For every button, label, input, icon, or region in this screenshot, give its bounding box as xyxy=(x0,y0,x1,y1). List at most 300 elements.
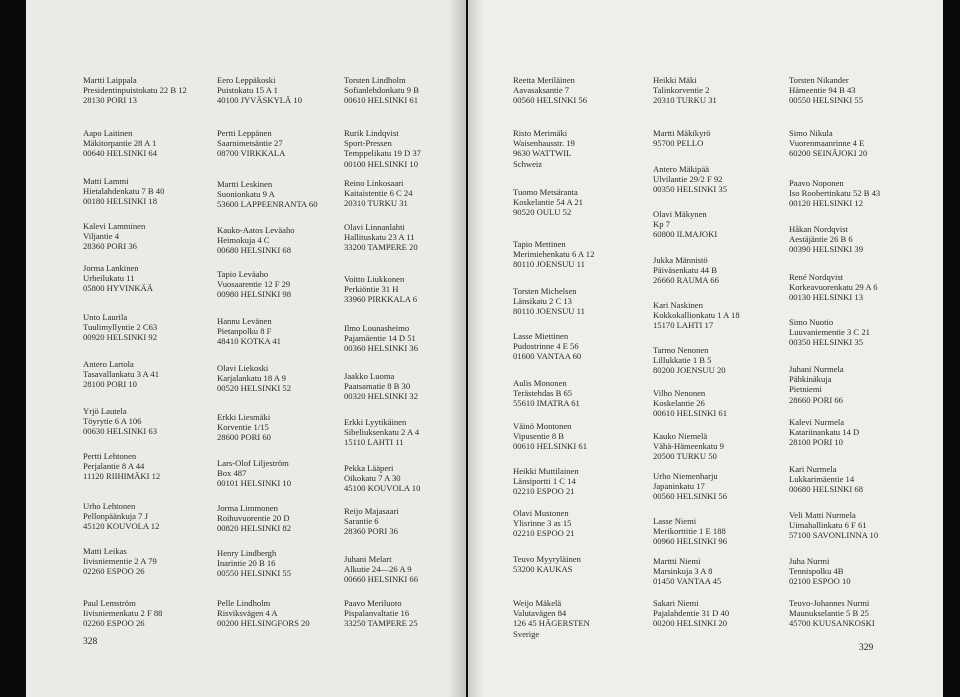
entry-name: Risto Merimäki xyxy=(513,128,568,138)
entry-name: Heikki Mäki xyxy=(653,75,697,85)
directory-entry xyxy=(513,554,653,574)
entry-name: Weijo Mäkelä xyxy=(513,598,562,608)
entry-address-line: Vipusentie 8 B xyxy=(513,431,565,442)
entry-name: Heikki Muttilainen xyxy=(513,466,579,476)
entry-address-line: 40100 JYVÄSKYLÄ 10 xyxy=(217,95,302,106)
directory-entry xyxy=(513,331,653,362)
directory-entry xyxy=(789,464,929,495)
directory-entry xyxy=(83,75,223,106)
left-column-2 xyxy=(217,0,357,697)
entry-name: Paavo Meriluoto xyxy=(344,598,402,608)
entry-name: Olavi Linnanlahti xyxy=(344,222,405,232)
directory-entry xyxy=(344,75,466,106)
directory-entry xyxy=(217,412,357,443)
entry-address-line: 00360 HELSINKI 36 xyxy=(344,343,418,354)
entry-address-line: 28100 PORI 10 xyxy=(789,437,843,448)
entry-name: Ilmo Lounasheimo xyxy=(344,323,410,333)
entry-address-line: Japaninkatu 17 xyxy=(653,481,705,492)
entry-address-line: Valutavägen 84 xyxy=(513,608,567,619)
directory-entry xyxy=(653,128,793,148)
entry-address-line: 00320 HELSINKI 32 xyxy=(344,391,418,402)
directory-entry xyxy=(83,501,223,532)
directory-entry xyxy=(344,222,466,253)
entry-name: Tapio Mettinen xyxy=(513,239,566,249)
entry-address-line: Ulvilantie 29/2 F 92 xyxy=(653,174,723,185)
entry-address-line: 00101 HELSINKI 10 xyxy=(217,478,291,489)
entry-name: Pertti Leppänen xyxy=(217,128,272,138)
directory-entry xyxy=(344,323,466,354)
entry-address-line: Koskelantie 54 A 21 xyxy=(513,197,583,208)
entry-name: Matti Lammi xyxy=(83,176,129,186)
entry-address-line: Pähkinäkuja xyxy=(789,374,832,385)
entry-address-line: Iivisniementie 2 A 79 xyxy=(83,556,157,567)
entry-address-line: Merikorttitie 1 E 188 xyxy=(653,526,726,537)
entry-name: Rurik Lindqvist xyxy=(344,128,399,138)
entry-name: Lars-Olof Liljeström xyxy=(217,458,289,468)
directory-entry xyxy=(83,598,223,629)
entry-name: Lasse Niemi xyxy=(653,516,697,526)
entry-address-line: 00960 HELSINKI 96 xyxy=(653,536,727,547)
entry-address-line: 08700 VIRKKALA xyxy=(217,148,286,159)
entry-address-line: Inarintie 20 B 16 xyxy=(217,558,276,569)
entry-address-line: Sibeliuksenkatu 2 A 4 xyxy=(344,427,420,438)
entry-address-line: 33960 PIRKKALA 6 xyxy=(344,294,418,305)
entry-name: Urho Niemenharju xyxy=(653,471,718,481)
entry-name: Kalevi Nurmela xyxy=(789,417,845,427)
entry-address-line: Länsiportti 1 C 14 xyxy=(513,476,576,487)
entry-name: Juhani Melart xyxy=(344,554,392,564)
entry-address-line: Viljantie 4 xyxy=(83,231,119,242)
entry-name: Teuvo-Johannes Nurmi xyxy=(789,598,870,608)
entry-address-line: Länsikatu 2 C 13 xyxy=(513,296,572,307)
entry-address-line: 05800 HYVINKÄÄ xyxy=(83,283,153,294)
entry-address-line: 00200 HELSINKI 20 xyxy=(653,618,727,629)
entry-name: Pertti Lehtonen xyxy=(83,451,137,461)
entry-name: Lasse Miettinen xyxy=(513,331,569,341)
entry-address-line: 02100 ESPOO 10 xyxy=(789,576,851,587)
entry-name: Teuvo Myyryläinen xyxy=(513,554,581,564)
entry-address-line: Kaitaistentie 6 C 24 xyxy=(344,188,413,199)
entry-address-line: Pajalahdentie 31 D 40 xyxy=(653,608,730,619)
entry-address-line: 02260 ESPOO 26 xyxy=(83,618,145,629)
directory-entry xyxy=(217,503,357,534)
entry-address-line: 00660 HELSINKI 66 xyxy=(344,574,418,585)
entry-address-line: 00610 HELSINKI 61 xyxy=(513,441,587,452)
directory-entry xyxy=(513,466,653,497)
entry-name: Jorma Lankinen xyxy=(83,263,139,273)
entry-address-line: Presidentinpuistokatu 22 B 12 xyxy=(83,85,187,96)
entry-name: Eero Leppäkoski xyxy=(217,75,276,85)
directory-entry xyxy=(344,463,466,494)
entry-address-line: 9630 WATTWIL xyxy=(513,148,572,159)
entry-name: Simo Nikula xyxy=(789,128,833,138)
entry-address-line: Paatsamatie 8 B 30 xyxy=(344,381,411,392)
directory-entry xyxy=(344,178,466,209)
entry-address-line: 33200 TAMPERE 20 xyxy=(344,242,418,253)
entry-address-line: 90520 OULU 52 xyxy=(513,207,572,218)
directory-entry xyxy=(217,269,357,300)
directory-entry xyxy=(653,388,793,419)
directory-entry xyxy=(653,431,793,462)
entry-name: Martti Laippala xyxy=(83,75,137,85)
entry-name: Reetta Meriläinen xyxy=(513,75,575,85)
entry-name: Paul Lemström xyxy=(83,598,136,608)
entry-address-line: 00560 HELSINKI 56 xyxy=(513,95,587,106)
entry-address-line: Pispalanvaltatie 16 xyxy=(344,608,410,619)
directory-entry xyxy=(513,378,653,409)
directory-entry xyxy=(83,546,223,577)
entry-address-line: 57100 SAVONLINNA 10 xyxy=(789,530,879,541)
entry-name: Kari Nurmela xyxy=(789,464,837,474)
entry-address-line: 28660 PORI 66 xyxy=(789,394,843,405)
entry-address-line: Saarnimetsäntie 27 xyxy=(217,138,283,149)
right-column-2 xyxy=(653,0,793,697)
entry-address-line: Aestäjäntie 26 B 6 xyxy=(789,234,853,245)
entry-address-line: Uimahallinkatu 6 F 61 xyxy=(789,520,867,531)
entry-name: Olavi Mäkynen xyxy=(653,209,707,219)
entry-address-line: 53600 LAPPEENRANTA 60 xyxy=(217,199,318,210)
entry-address-line: 00550 HELSINKI 55 xyxy=(217,568,291,579)
directory-entry xyxy=(653,300,793,331)
entry-address-line: 00350 HELSINKI 35 xyxy=(789,337,863,348)
entry-address-line: Maunukselantie 5 B 25 xyxy=(789,608,869,619)
entry-address-line: 00980 HELSINKI 98 xyxy=(217,289,291,300)
page-number: 328 xyxy=(83,637,98,647)
entry-address-line: 00920 HELSINKI 92 xyxy=(83,332,157,343)
entry-address-line: Pellonpäänkuja 7 J xyxy=(83,511,148,522)
entry-address-line: Mäkitorpantie 28 A 1 xyxy=(83,138,157,149)
right-page xyxy=(468,0,943,697)
directory-entry xyxy=(653,516,793,547)
entry-address-line: Koskelantie 26 xyxy=(653,398,705,409)
entry-name: Kauko Niemelä xyxy=(653,431,708,441)
entry-address-line: 01450 VANTAA 45 xyxy=(653,576,722,587)
entry-address-line: 00180 HELSINKI 18 xyxy=(83,196,157,207)
entry-address-line: 126 45 HÄGERSTEN xyxy=(513,618,590,629)
directory-entry xyxy=(513,508,653,539)
entry-address-line: 00550 HELSINKI 55 xyxy=(789,95,863,106)
directory-entry xyxy=(789,556,929,587)
entry-address-line: 00560 HELSINKI 56 xyxy=(653,491,727,502)
entry-address-line: Vähä-Hämeenkatu 9 xyxy=(653,441,724,452)
entry-address-line: 33250 TAMPERE 25 xyxy=(344,618,418,629)
directory-entry xyxy=(513,239,653,270)
entry-address-line: 80110 JOENSUU 11 xyxy=(513,306,585,317)
entry-address-line: Aavasaksantie 7 xyxy=(513,85,570,96)
entry-name: Paavo Noponen xyxy=(789,178,844,188)
directory-entry xyxy=(513,598,653,639)
directory-entry xyxy=(789,178,929,209)
entry-name: Tarmo Nenonen xyxy=(653,345,709,355)
directory-entry xyxy=(653,75,793,106)
directory-entry xyxy=(83,221,223,252)
entry-address-line: Sverige xyxy=(513,628,540,639)
entry-address-line: 00120 HELSINKI 12 xyxy=(789,198,863,209)
directory-entry xyxy=(513,128,653,169)
entry-address-line: Heimokuja 4 C xyxy=(217,235,270,246)
entry-address-line: 00680 HELSINKI 68 xyxy=(789,484,863,495)
page-number: 329 xyxy=(859,643,874,653)
entry-address-line: 00640 HELSINKI 64 xyxy=(83,148,157,159)
entry-name: Tuomo Metsäranta xyxy=(513,187,578,197)
entry-name: Erkki Liesmäki xyxy=(217,412,271,422)
entry-address-line: 00100 HELSINKI 10 xyxy=(344,158,418,169)
directory-entry xyxy=(653,345,793,376)
directory-entry xyxy=(513,286,653,317)
entry-address-line: 45700 KUUSANKOSKI xyxy=(789,618,875,629)
entry-address-line: 01600 VANTAA 60 xyxy=(513,351,582,362)
directory-entry xyxy=(653,209,793,240)
entry-address-line: 11120 RIIHIMÄKI 12 xyxy=(83,471,161,482)
entry-address-line: 45120 KOUVOLA 12 xyxy=(83,521,160,532)
directory-entry xyxy=(217,128,357,159)
entry-address-line: Lukkarimäentie 14 xyxy=(789,474,855,485)
entry-name: Juhani Nurmela xyxy=(789,364,844,374)
directory-entry xyxy=(653,164,793,195)
entry-address-line: Töyrytie 6 A 106 xyxy=(83,416,142,427)
entry-address-line: Katariinankatu 14 D xyxy=(789,427,860,438)
entry-address-line: Päiväsenkatu 44 B xyxy=(653,265,717,276)
directory-entry xyxy=(344,506,466,537)
entry-name: Aulis Mononen xyxy=(513,378,567,388)
directory-entry xyxy=(83,312,223,343)
directory-entry xyxy=(344,274,466,305)
entry-address-line: 00680 HELSINKI 68 xyxy=(217,245,291,256)
entry-name: Torsten Lindholm xyxy=(344,75,406,85)
entry-name: Antero Lartola xyxy=(83,359,134,369)
entry-name: Olavi Liekoski xyxy=(217,363,269,373)
entry-address-line: 20310 TURKU 31 xyxy=(653,95,717,106)
entry-name: Juha Nurmi xyxy=(789,556,830,566)
entry-name: Henry Lindbergh xyxy=(217,548,277,558)
entry-address-line: Suonionkatu 9 A xyxy=(217,189,275,200)
directory-entry xyxy=(83,128,223,159)
directory-entry xyxy=(789,317,929,348)
directory-entry xyxy=(789,272,929,303)
entry-address-line: 02210 ESPOO 21 xyxy=(513,486,575,497)
directory-entry xyxy=(83,406,223,437)
entry-address-line: Kokkokallionkatu 1 A 18 xyxy=(653,310,740,321)
entry-address-line: 48410 KOTKA 41 xyxy=(217,336,281,347)
entry-name: Torsten Nikander xyxy=(789,75,849,85)
entry-address-line: 28130 PORI 13 xyxy=(83,95,137,106)
entry-name: Torsten Michelsen xyxy=(513,286,577,296)
entry-name: Pekka Lääperi xyxy=(344,463,394,473)
entry-name: Sakari Niemi xyxy=(653,598,699,608)
entry-address-line: 28600 PORI 60 xyxy=(217,432,271,443)
directory-entry xyxy=(789,598,929,629)
entry-address-line: Kp 7 xyxy=(653,219,670,230)
entry-address-line: 00390 HELSINKI 39 xyxy=(789,244,863,255)
entry-address-line: Sport-Pressen xyxy=(344,138,392,149)
entry-address-line: 55610 IMATRA 61 xyxy=(513,398,580,409)
directory-entry xyxy=(217,598,357,629)
entry-address-line: 53200 KAUKAS xyxy=(513,564,573,575)
entry-name: Veli Matti Nurmela xyxy=(789,510,856,520)
entry-address-line: Talinkorventie 2 xyxy=(653,85,710,96)
entry-address-line: 60800 ILMAJOKI xyxy=(653,229,718,240)
entry-address-line: Iso Roobertinkatu 52 B 43 xyxy=(789,188,881,199)
entry-address-line: 20500 TURKU 50 xyxy=(653,451,717,462)
entry-address-line: 20310 TURKU 31 xyxy=(344,198,408,209)
directory-entry xyxy=(344,371,466,402)
directory-entry xyxy=(789,510,929,541)
entry-name: Jukka Männistö xyxy=(653,255,708,265)
directory-entry xyxy=(344,128,466,169)
entry-address-line: Luuvaniementie 3 C 21 xyxy=(789,327,870,338)
entry-address-line: Sofianlehdonkatu 9 B xyxy=(344,85,419,96)
entry-address-line: Karjalankatu 18 A 9 xyxy=(217,373,286,384)
entry-address-line: Hietalahdenkatu 7 B 40 xyxy=(83,186,165,197)
entry-address-line: 15110 LAHTI 11 xyxy=(344,437,404,448)
entry-address-line: 00130 HELSINKI 13 xyxy=(789,292,863,303)
right-column-1 xyxy=(513,0,653,697)
directory-entry xyxy=(513,75,653,106)
entry-address-line: 00200 HELSINGFORS 20 xyxy=(217,618,310,629)
entry-name: Simo Nuotio xyxy=(789,317,834,327)
directory-entry xyxy=(217,548,357,579)
entry-address-line: Korkeavuorenkatu 29 A 6 xyxy=(789,282,878,293)
entry-address-line: Pietanpolku 8 F xyxy=(217,326,272,337)
entry-name: Väinö Montonen xyxy=(513,421,572,431)
directory-entry xyxy=(217,179,357,210)
entry-address-line: Lillukkatie 1 B 5 xyxy=(653,355,712,366)
entry-name: Marttti Niemi xyxy=(653,556,701,566)
entry-address-line: Pudostrinne 4 E 56 xyxy=(513,341,579,352)
entry-address-line: Vuosaarentie 12 F 29 xyxy=(217,279,291,290)
directory-entry xyxy=(513,187,653,218)
gutter-shadow xyxy=(468,0,484,697)
directory-entry xyxy=(653,255,793,286)
entry-address-line: Korventie 1/15 xyxy=(217,422,269,433)
entry-address-line: Perjalantie 8 A 44 xyxy=(83,461,145,472)
directory-entry xyxy=(653,598,793,629)
entry-address-line: Box 487 xyxy=(217,468,247,479)
entry-name: Jaakko Luoma xyxy=(344,371,395,381)
entry-address-line: Tuulimyllyntie 2 C63 xyxy=(83,322,158,333)
entry-address-line: 45100 KOUVOLA 10 xyxy=(344,483,421,494)
entry-address-line: Alkutie 24—26 A 9 xyxy=(344,564,412,575)
directory-entry xyxy=(653,556,793,587)
entry-address-line: 80110 JOENSUU 11 xyxy=(513,259,585,270)
entry-address-line: 02260 ESPOO 26 xyxy=(83,566,145,577)
entry-address-line: Puistokatu 15 A 1 xyxy=(217,85,278,96)
directory-entry xyxy=(344,417,466,448)
directory-entry xyxy=(217,225,357,256)
entry-name: Vilho Nenonen xyxy=(653,388,706,398)
left-column-3 xyxy=(344,0,466,697)
entry-address-line: 95700 PELLO xyxy=(653,138,704,149)
directory-entry xyxy=(83,263,223,294)
entry-address-line: 28100 PORI 10 xyxy=(83,379,137,390)
entry-address-line: 26660 RAUMA 66 xyxy=(653,275,719,286)
directory-entry xyxy=(217,75,357,106)
directory-entry xyxy=(344,554,466,585)
entry-address-line: Perkiöntie 31 H xyxy=(344,284,399,295)
directory-entry xyxy=(344,598,466,629)
entry-name: Matti Leikas xyxy=(83,546,127,556)
directory-entry xyxy=(789,417,929,448)
entry-address-line: 00630 HELSINKI 63 xyxy=(83,426,157,437)
entry-name: Olavi Mustonen xyxy=(513,508,569,518)
entry-address-line: 00610 HELSINKI 61 xyxy=(344,95,418,106)
entry-name: Kauko-Aatos Leväaho xyxy=(217,225,295,235)
entry-name: Martti Mäkikyrö xyxy=(653,128,711,138)
entry-name: Reijo Majasaari xyxy=(344,506,399,516)
entry-name: Martti Leskinen xyxy=(217,179,273,189)
entry-address-line: Pietniemi xyxy=(789,384,822,395)
left-column-1 xyxy=(83,0,223,697)
entry-address-line: Urheilukatu 11 xyxy=(83,273,135,284)
directory-entry xyxy=(83,176,223,207)
entry-address-line: 02210 ESPOO 21 xyxy=(513,528,575,539)
entry-address-line: Tasavallankatu 3 A 41 xyxy=(83,369,160,380)
entry-address-line: Waisenhausstr. 19 xyxy=(513,138,575,149)
directory-entry xyxy=(789,128,929,159)
directory-entry xyxy=(653,471,793,502)
entry-name: Håkan Nordqvist xyxy=(789,224,848,234)
directory-entry xyxy=(789,75,929,106)
entry-address-line: Oikokatu 7 A 30 xyxy=(344,473,401,484)
directory-entry xyxy=(83,451,223,482)
entry-name: Tapio Leväaho xyxy=(217,269,269,279)
entry-name: Reino Linkosaari xyxy=(344,178,404,188)
entry-address-line: 00520 HELSINKI 52 xyxy=(217,383,291,394)
entry-name: Aapo Laitinen xyxy=(83,128,133,138)
entry-name: Kari Naskinen xyxy=(653,300,703,310)
entry-address-line: 28360 PORI 36 xyxy=(83,241,137,252)
entry-address-line: 28360 PORI 36 xyxy=(344,526,398,537)
directory-entry xyxy=(217,363,357,394)
entry-address-line: 60200 SEINÄJOKI 20 xyxy=(789,148,868,159)
directory-entry xyxy=(217,316,357,347)
entry-address-line: Schweiz xyxy=(513,158,543,169)
entry-address-line: Temppelikatu 19 D 37 xyxy=(344,148,421,159)
entry-address-line: Iivisniemenkatu 2 F 88 xyxy=(83,608,163,619)
entry-address-line: Hallituskatu 23 A 11 xyxy=(344,232,415,243)
entry-name: Erkki Lyytikäinen xyxy=(344,417,407,427)
entry-name: Urho Lehtonen xyxy=(83,501,136,511)
entry-address-line: 15170 LAHTI 17 xyxy=(653,320,714,331)
entry-address-line: Roihuvuorentie 20 D xyxy=(217,513,290,524)
entry-address-line: Terästehdas B 65 xyxy=(513,388,573,399)
right-column-3 xyxy=(789,0,929,697)
directory-entry xyxy=(513,421,653,452)
directory-entry xyxy=(789,364,929,405)
entry-address-line: Risviksvägen 4 A xyxy=(217,608,278,619)
entry-name: Pelle Lindholm xyxy=(217,598,271,608)
entry-name: Voitto Liukkonen xyxy=(344,274,405,284)
directory-entry xyxy=(83,359,223,390)
entry-address-line: Pajamäentie 14 D 51 xyxy=(344,333,416,344)
directory-entry xyxy=(789,224,929,255)
entry-address-line: Ylisrinne 3 as 15 xyxy=(513,518,572,529)
entry-address-line: Sarantie 6 xyxy=(344,516,379,527)
entry-name: Jorma Limmonen xyxy=(217,503,278,513)
directory-entry xyxy=(217,458,357,489)
entry-name: Hannu Levänen xyxy=(217,316,272,326)
entry-address-line: 00350 HELSINKI 35 xyxy=(653,184,727,195)
entry-name: René Nordqvist xyxy=(789,272,844,282)
entry-name: Unto Laurila xyxy=(83,312,128,322)
entry-address-line: Merimiehenkatu 6 A 12 xyxy=(513,249,595,260)
entry-name: Kalevi Lamminen xyxy=(83,221,146,231)
entry-address-line: 00610 HELSINKI 61 xyxy=(653,408,727,419)
left-page xyxy=(26,0,466,697)
entry-address-line: Hämeentie 94 B 43 xyxy=(789,85,856,96)
entry-address-line: Marsinkuja 3 A 8 xyxy=(653,566,713,577)
entry-address-line: 00820 HELSINKI 82 xyxy=(217,523,291,534)
